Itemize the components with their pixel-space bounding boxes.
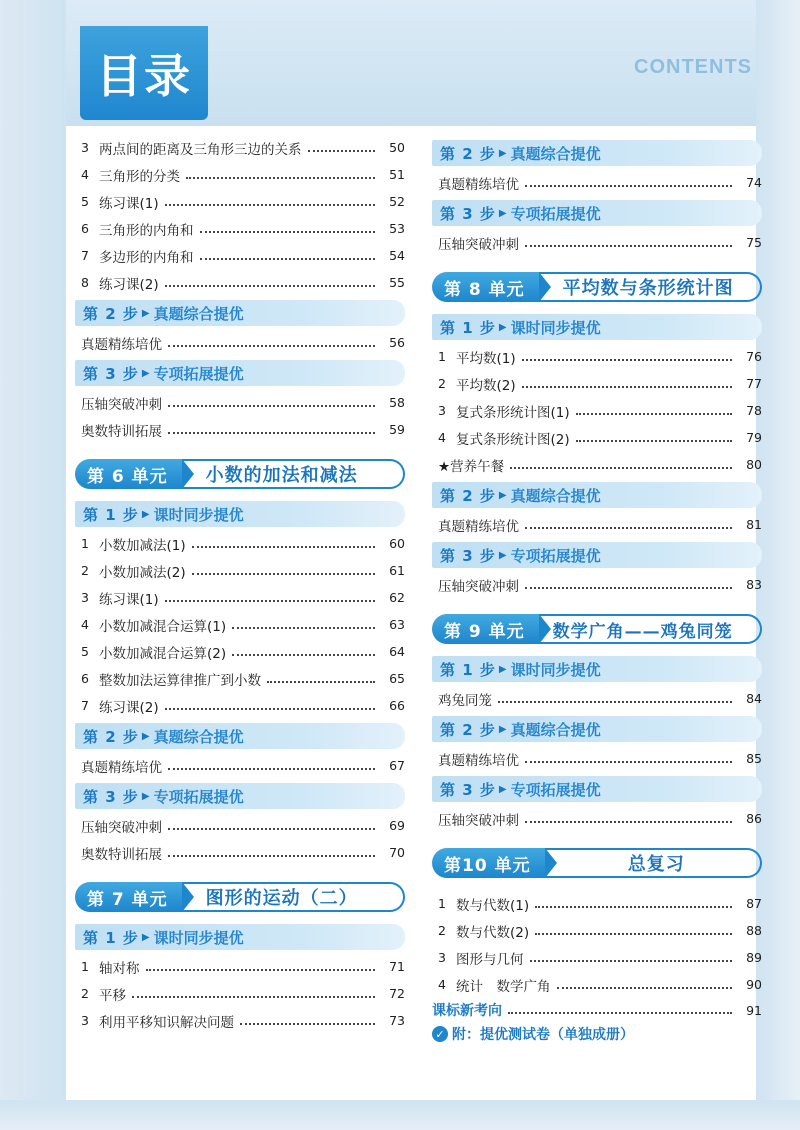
leader-dots [508, 1012, 732, 1014]
toc-entry-label: 整数加法运算律推广到小数 [99, 672, 261, 689]
leader-dots [168, 432, 375, 434]
toc-entry[interactable] [432, 451, 762, 478]
toc-entry[interactable] [432, 890, 762, 917]
toc-entry-page: 71 [389, 959, 405, 974]
unit-title: 平均数与条形统计图 [537, 272, 762, 302]
toc-entry-label: 复式条形统计图(1) [456, 404, 570, 421]
arrow-right-icon: ▶ [498, 321, 507, 333]
toc-entry-number: 1 [81, 959, 89, 974]
toc-entry-label: 小数加减混合运算(2) [99, 645, 227, 662]
leader-dots [535, 906, 732, 908]
toc-entry-page: 61 [389, 563, 405, 578]
toc-entry[interactable] [75, 215, 405, 242]
unit-title: 小数的加法和减法 [180, 459, 405, 489]
leader-dots [168, 345, 375, 347]
step-number: 第 2 步 [83, 727, 139, 746]
toc-entry[interactable] [75, 242, 405, 269]
page-title: 目录 [96, 49, 192, 103]
toc-entry-label: 复式条形统计图(2) [456, 431, 570, 448]
leader-dots [165, 204, 375, 206]
step-title: 专项拓展提优 [510, 546, 601, 565]
step-title: 课时同步提优 [153, 928, 244, 947]
right-frame [756, 0, 800, 1130]
toc-entry-page: 58 [389, 395, 405, 410]
step-banner [432, 140, 762, 166]
toc-entry-page: 63 [389, 617, 405, 632]
toc-entry-page: 66 [389, 698, 405, 713]
arrow-right-icon: ▶ [141, 508, 150, 520]
toc-entry-label: 练习课(1) [99, 591, 159, 608]
unit-title: 总复习 [543, 848, 762, 878]
toc-entry-number: 2 [81, 563, 89, 578]
toc-entry[interactable] [75, 557, 405, 584]
step-title: 课时同步提优 [153, 505, 244, 524]
step-title: 真题综合提优 [153, 304, 244, 323]
appendix-entry[interactable] [432, 1022, 762, 1046]
toc-entry[interactable] [432, 917, 762, 944]
toc-entry-number: 4 [81, 167, 89, 182]
unit10-lesson-list [432, 890, 762, 998]
arrow-right-icon: ▶ [141, 790, 150, 802]
toc-entry[interactable] [432, 229, 762, 256]
toc-entry-label: 小数加减法(1) [99, 537, 186, 554]
toc-entry[interactable] [75, 584, 405, 611]
leader-dots [525, 761, 732, 763]
toc-entry-page: 53 [389, 221, 405, 236]
toc-entry[interactable] [75, 665, 405, 692]
unit-title: 数学广角——鸡兔同笼 [537, 614, 762, 644]
arrow-right-icon: ▶ [141, 367, 150, 379]
toc-entry[interactable] [432, 397, 762, 424]
toc-entry-page: 55 [389, 275, 405, 290]
leader-dots [186, 177, 375, 179]
toc-entry-label: 数与代数(2) [456, 924, 530, 941]
toc-entry[interactable] [432, 944, 762, 971]
step-title: 课时同步提优 [510, 660, 601, 679]
step-banner [75, 924, 405, 950]
leader-dots [232, 627, 375, 629]
toc-entry[interactable] [432, 169, 762, 196]
toc-entry-label: 真题精练培优 [438, 176, 519, 193]
toc-entry-number: 4 [81, 617, 89, 632]
toc-entry-page: 77 [746, 376, 762, 391]
unit8-lesson-list [432, 343, 762, 451]
toc-entry-page: 79 [746, 430, 762, 445]
step-title: 真题综合提优 [153, 727, 244, 746]
arrow-right-icon: ▶ [141, 931, 150, 943]
toc-entry[interactable] [75, 329, 405, 356]
leader-dots [168, 768, 375, 770]
toc-entry-page: 89 [746, 950, 762, 965]
unit-tag: 第 8 单元 [432, 272, 539, 302]
toc-entry[interactable] [75, 188, 405, 215]
toc-entry[interactable] [75, 389, 405, 416]
left-column [75, 134, 405, 1034]
toc-entry-number: 1 [438, 896, 446, 911]
toc-entry-number: 3 [81, 1013, 89, 1028]
toc-entry-label: 两点间的距离及三角形三边的关系 [99, 141, 302, 158]
step-title: 真题综合提优 [510, 486, 601, 505]
toc-entry-label: 平均数(1) [456, 350, 516, 367]
toc-entry[interactable] [432, 424, 762, 451]
arrow-right-icon: ▶ [498, 783, 507, 795]
arrow-right-icon: ▶ [498, 549, 507, 561]
step-banner [432, 716, 762, 742]
toc-entry[interactable] [75, 692, 405, 719]
leader-dots [200, 258, 376, 260]
unit-tag: 第 7 单元 [75, 882, 182, 912]
leader-dots [525, 587, 732, 589]
toc-entry-number: 2 [438, 923, 446, 938]
toc-entry-page: 67 [389, 758, 405, 773]
toc-entry-number: 6 [81, 221, 89, 236]
unit-header [432, 846, 762, 880]
leader-dots [522, 359, 732, 361]
unit7-lesson-list [75, 953, 405, 1034]
toc-entry-number: 5 [81, 644, 89, 659]
leader-dots [576, 440, 732, 442]
toc-entry[interactable] [432, 805, 762, 832]
toc-entry-label: 真题精练培优 [438, 518, 519, 535]
step-number: 第 1 步 [440, 660, 496, 679]
right-column [432, 134, 762, 1046]
toc-entry-page: 87 [746, 896, 762, 911]
toc-entry-label: 压轴突破冲刺 [438, 578, 519, 595]
step-number: 第 3 步 [440, 204, 496, 223]
step-number: 第 1 步 [83, 928, 139, 947]
leader-dots [132, 996, 375, 998]
toc-entry-label: 奥数特训拓展 [81, 846, 162, 863]
toc-entry-page: 80 [746, 457, 762, 472]
leader-dots [192, 573, 375, 575]
leader-dots [168, 828, 375, 830]
toc-entry-page: 56 [389, 335, 405, 350]
toc-entry-label: 压轴突破冲刺 [438, 812, 519, 829]
toc-entry-page: 90 [746, 977, 762, 992]
leader-dots [535, 933, 732, 935]
toc-entry[interactable] [432, 511, 762, 538]
toc-entry-label: 真题精练培优 [81, 759, 162, 776]
leader-dots [192, 546, 375, 548]
unit6-lesson-list [75, 530, 405, 719]
step-number: 第 3 步 [83, 787, 139, 806]
step-title: 课时同步提优 [510, 318, 601, 337]
toc-entry-label: 小数加减法(2) [99, 564, 186, 581]
leader-dots [525, 245, 732, 247]
leader-dots [165, 708, 375, 710]
new-test-page: 91 [746, 1002, 762, 1018]
leader-dots [165, 285, 375, 287]
unit-header [75, 457, 405, 491]
leader-dots [530, 960, 733, 962]
toc-entry-number: 7 [81, 698, 89, 713]
toc-entry-label: 练习课(1) [99, 195, 159, 212]
contents-label: CONTENTS [634, 56, 752, 78]
unit-tag: 第10 单元 [432, 848, 545, 878]
toc-entry-label: 鸡兔同笼 [438, 692, 492, 709]
toc-entry-page: 64 [389, 644, 405, 659]
step-number: 第 3 步 [440, 546, 496, 565]
step-banner [75, 783, 405, 809]
leader-dots [525, 821, 732, 823]
step-banner [75, 501, 405, 527]
leader-dots [525, 527, 732, 529]
toc-entry-page: 51 [389, 167, 405, 182]
toc-entry[interactable] [75, 530, 405, 557]
unit-header [432, 612, 762, 646]
toc-entry[interactable] [75, 1007, 405, 1034]
check-circle-icon: ✓ [432, 1026, 448, 1042]
toc-entry-number: 3 [81, 590, 89, 605]
step-number: 第 2 步 [440, 720, 496, 739]
toc-entry-label: 练习课(2) [99, 276, 159, 293]
toc-entry-page: 69 [389, 818, 405, 833]
toc-entry-label: 数与代数(1) [456, 897, 530, 914]
toc-entry-label: 三角形的分类 [99, 168, 180, 185]
toc-entry-page: 88 [746, 923, 762, 938]
toc-entry-number: 3 [438, 950, 446, 965]
leader-dots [522, 386, 732, 388]
toc-entry-label: ★营养午餐 [438, 458, 505, 475]
toc-entry-label: 练习课(2) [99, 699, 159, 716]
toc-entry-number: 4 [438, 977, 446, 992]
leader-dots [200, 231, 376, 233]
toc-entry-label: 利用平移知识解决问题 [99, 1014, 234, 1031]
step-number: 第 2 步 [440, 144, 496, 163]
toc-entry-page: 81 [746, 517, 762, 532]
entry-list [75, 812, 405, 866]
appendix-label: 附：提优测试卷（单独成册） [452, 1027, 634, 1043]
toc-entry-label: 多边形的内角和 [99, 249, 194, 266]
unit-header [75, 880, 405, 914]
leader-dots [240, 1023, 375, 1025]
toc-entry-label: 统计 数学广角 [456, 978, 551, 995]
step-number: 第 2 步 [440, 486, 496, 505]
leader-dots [525, 185, 732, 187]
toc-entry[interactable] [75, 134, 405, 161]
toc-entry-label: 轴对称 [99, 960, 140, 977]
unit5-lesson-list [75, 134, 405, 296]
step-banner [432, 200, 762, 226]
unit-tag: 第 9 单元 [432, 614, 539, 644]
left-frame [0, 0, 66, 1130]
toc-entry[interactable] [432, 343, 762, 370]
toc-entry-page: 65 [389, 671, 405, 686]
toc-entry-label: 压轴突破冲刺 [81, 819, 162, 836]
toc-entry[interactable] [75, 812, 405, 839]
unit-tag: 第 6 单元 [75, 459, 182, 489]
new-test-entry[interactable] [432, 998, 762, 1022]
toc-entry-page: 54 [389, 248, 405, 263]
toc-entry-label: 平均数(2) [456, 377, 516, 394]
toc-entry-page: 83 [746, 577, 762, 592]
toc-entry[interactable] [75, 269, 405, 296]
step-banner [432, 542, 762, 568]
toc-entry[interactable] [75, 752, 405, 779]
toc-entry[interactable] [75, 611, 405, 638]
toc-entry-number: 2 [81, 986, 89, 1001]
step-title: 专项拓展提优 [510, 204, 601, 223]
toc-entry-number: 1 [438, 349, 446, 364]
leader-dots [146, 969, 376, 971]
step-number: 第 1 步 [83, 505, 139, 524]
step-title: 真题综合提优 [510, 720, 601, 739]
leader-dots [557, 987, 733, 989]
step-number: 第 2 步 [83, 304, 139, 323]
step-title: 专项拓展提优 [153, 787, 244, 806]
toc-entry-page: 72 [389, 986, 405, 1001]
toc-entry[interactable] [75, 638, 405, 665]
toc-entry-page: 59 [389, 422, 405, 437]
toc-entry-number: 8 [81, 275, 89, 290]
toc-entry-page: 73 [389, 1013, 405, 1028]
unit-title: 图形的运动（二） [180, 882, 405, 912]
toc-entry[interactable] [432, 685, 762, 712]
step-title: 专项拓展提优 [510, 780, 601, 799]
new-test-label: 课标新考向 [432, 1003, 502, 1019]
leader-dots [510, 467, 732, 469]
arrow-right-icon: ▶ [498, 489, 507, 501]
step-number: 第 3 步 [440, 780, 496, 799]
arrow-right-icon: ▶ [498, 147, 507, 159]
toc-entry[interactable] [75, 416, 405, 443]
toc-entry-label: 真题精练培优 [81, 336, 162, 353]
toc-entry-label: 压轴突破冲刺 [438, 236, 519, 253]
step-banner [75, 360, 405, 386]
leader-dots [308, 150, 376, 152]
step-title: 真题综合提优 [510, 144, 601, 163]
toc-entry-label: 奥数特训拓展 [81, 423, 162, 440]
toc-entry-label: 图形与几何 [456, 951, 524, 968]
leader-dots [498, 701, 732, 703]
bottom-frame [0, 1100, 800, 1130]
leader-dots [576, 413, 732, 415]
toc-entry[interactable] [432, 745, 762, 772]
toc-entry-page: 74 [746, 175, 762, 190]
toc-entry-label: 平移 [99, 987, 126, 1004]
toc-entry-number: 4 [438, 430, 446, 445]
toc-entry-number: 2 [438, 376, 446, 391]
arrow-right-icon: ▶ [498, 207, 507, 219]
toc-entry-page: 86 [746, 811, 762, 826]
toc-entry-page: 84 [746, 691, 762, 706]
arrow-right-icon: ▶ [141, 730, 150, 742]
leader-dots [168, 405, 375, 407]
toc-entry-page: 75 [746, 235, 762, 250]
toc-entry[interactable] [75, 161, 405, 188]
toc-entry[interactable] [75, 980, 405, 1007]
entry-list [75, 389, 405, 443]
toc-entry-label: 三角形的内角和 [99, 222, 194, 239]
step-number: 第 1 步 [440, 318, 496, 337]
leader-dots [267, 681, 375, 683]
arrow-right-icon: ▶ [498, 723, 507, 735]
unit-header [432, 270, 762, 304]
arrow-right-icon: ▶ [498, 663, 507, 675]
toc-entry[interactable] [75, 953, 405, 980]
arrow-right-icon: ▶ [141, 307, 150, 319]
toc-entry-page: 70 [389, 845, 405, 860]
step-banner [432, 314, 762, 340]
step-number: 第 3 步 [83, 364, 139, 383]
step-banner [432, 656, 762, 682]
toc-entry-number: 5 [81, 194, 89, 209]
toc-entry-number: 1 [81, 536, 89, 551]
step-banner [432, 482, 762, 508]
toc-entry-page: 50 [389, 140, 405, 155]
toc-entry-label: 压轴突破冲刺 [81, 396, 162, 413]
toc-entry-page: 60 [389, 536, 405, 551]
toc-entry[interactable] [432, 971, 762, 998]
toc-entry[interactable] [432, 370, 762, 397]
leader-dots [232, 654, 375, 656]
toc-entry-label: 小数加减混合运算(1) [99, 618, 227, 635]
toc-entry-number: 3 [81, 140, 89, 155]
toc-entry-page: 85 [746, 751, 762, 766]
toc-entry-page: 76 [746, 349, 762, 364]
toc-entry[interactable] [432, 571, 762, 598]
toc-entry-page: 52 [389, 194, 405, 209]
step-banner [432, 776, 762, 802]
toc-entry-number: 3 [438, 403, 446, 418]
toc-entry-number: 6 [81, 671, 89, 686]
leader-dots [168, 855, 375, 857]
step-banner [75, 300, 405, 326]
toc-entry-number: 7 [81, 248, 89, 263]
step-banner [75, 723, 405, 749]
toc-entry-page: 62 [389, 590, 405, 605]
title-box [80, 26, 208, 120]
toc-entry-label: 真题精练培优 [438, 752, 519, 769]
toc-entry-page: 78 [746, 403, 762, 418]
leader-dots [165, 600, 375, 602]
toc-entry[interactable] [75, 839, 405, 866]
step-title: 专项拓展提优 [153, 364, 244, 383]
